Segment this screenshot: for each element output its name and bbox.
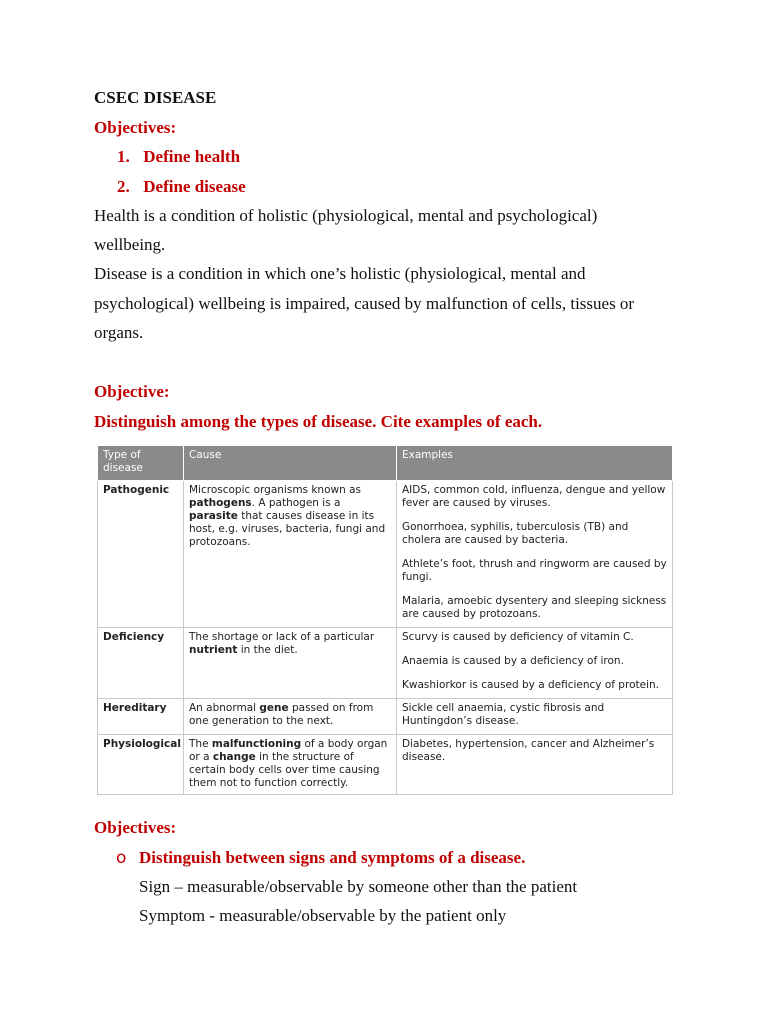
objective-item-1 bbox=[117, 147, 240, 167]
row-examples bbox=[397, 699, 673, 735]
table-row bbox=[98, 628, 673, 699]
cause-keyword: gene bbox=[259, 702, 289, 714]
symptom-definition: Symptom - measurable/observable by the patient only bbox=[139, 906, 507, 925]
example-text: Gonorrhoea, syphilis, tuberculosis (TB) and cholera are caused by bacteria. bbox=[402, 521, 629, 546]
example-text: Sickle cell anaemia, cystic fibrosis and Huntingdon’s disease. bbox=[402, 702, 605, 727]
objectives-heading-1: Objectives: bbox=[94, 118, 177, 137]
table-row bbox=[98, 699, 673, 735]
objective-item-number: 1. bbox=[117, 147, 130, 166]
row-cause bbox=[184, 735, 397, 795]
cause-text: The shortage or lack of a particular bbox=[189, 631, 375, 643]
objective-item-2 bbox=[117, 177, 246, 197]
example-text: Malaria, amoebic dysentery and sleeping sickness are caused by protozoans. bbox=[402, 595, 667, 620]
cause-keyword: parasite bbox=[189, 510, 238, 522]
bullet-marker: o bbox=[116, 848, 127, 868]
cause-keyword: malfunctioning bbox=[211, 738, 302, 750]
health-definition-line-1: Health is a condition of holistic (physiological, mental and psychological) bbox=[94, 206, 598, 225]
row-cause bbox=[184, 481, 397, 628]
row-cause bbox=[184, 699, 397, 735]
row-type: Pathogenic bbox=[98, 481, 184, 628]
example-text: Diabetes, hypertension, cancer and Alzheimer’s disease. bbox=[402, 738, 655, 763]
objective-item-text: Define disease bbox=[143, 177, 246, 196]
health-definition-line-2: wellbeing. bbox=[94, 235, 166, 254]
cause-text: . A pathogen is a bbox=[251, 497, 341, 509]
objective-heading-2: Objective: bbox=[94, 382, 170, 401]
cause-text: passed on from one generation to the next. bbox=[189, 702, 374, 727]
table-row bbox=[98, 481, 673, 628]
disease-definition-line-2: psychological) wellbeing is impaired, caused by malfunction of cells, tissues or bbox=[94, 294, 635, 313]
cause-keyword: nutrient bbox=[189, 644, 238, 656]
cause-text: The bbox=[189, 738, 212, 750]
cause-keyword: pathogens bbox=[189, 497, 252, 509]
cause-text: in the diet. bbox=[237, 644, 298, 656]
header-type: Type of disease bbox=[98, 446, 184, 481]
cause-text: in the structure of certain body cells over time causing them not to function correctly. bbox=[189, 751, 380, 789]
document-title: CSEC DISEASE bbox=[94, 88, 217, 107]
row-type: Physiological bbox=[98, 735, 184, 795]
table-header-row bbox=[98, 446, 673, 481]
bullet-objective-text: Distinguish between signs and symptoms of a disease. bbox=[139, 848, 526, 867]
objective-subheading: Distinguish among the types of disease. Cite examples of each. bbox=[94, 412, 543, 431]
objective-item-text: Define health bbox=[143, 147, 241, 166]
row-type: Hereditary bbox=[98, 699, 184, 735]
disease-definition-line-1: Disease is a condition in which one’s holistic (physiological, mental and bbox=[94, 264, 586, 283]
disease-types-table bbox=[97, 445, 673, 795]
row-cause bbox=[184, 628, 397, 699]
example-text: Athlete’s foot, thrush and ringworm are caused by fungi. bbox=[402, 558, 667, 583]
example-text: Anaemia is caused by a deficiency of iron. bbox=[402, 655, 624, 667]
table-row bbox=[98, 735, 673, 795]
row-examples bbox=[397, 735, 673, 795]
disease-definition-line-3: organs. bbox=[94, 323, 144, 342]
row-type: Deficiency bbox=[98, 628, 184, 699]
header-cause: Cause bbox=[184, 446, 397, 481]
sign-definition: Sign – measurable/observable by someone other than the patient bbox=[139, 877, 578, 896]
cause-text: of a body organ or a bbox=[189, 738, 388, 763]
example-text: Scurvy is caused by deficiency of vitamin C. bbox=[402, 631, 634, 643]
row-examples bbox=[397, 628, 673, 699]
objective-item-number: 2. bbox=[117, 177, 130, 196]
example-text: Kwashiorkor is caused by a deficiency of protein. bbox=[402, 679, 659, 691]
row-examples bbox=[397, 481, 673, 628]
cause-keyword: change bbox=[212, 751, 256, 763]
header-examples: Examples bbox=[397, 446, 673, 481]
example-text: AIDS, common cold, influenza, dengue and yellow fever are caused by viruses. bbox=[402, 484, 666, 509]
cause-text: that causes disease in its host, e.g. viruses, bacteria, fungi and protozoans. bbox=[189, 510, 386, 548]
cause-text: Microscopic organisms known as bbox=[189, 484, 361, 496]
cause-text: An abnormal bbox=[189, 702, 260, 714]
objectives-heading-3: Objectives: bbox=[94, 818, 177, 837]
